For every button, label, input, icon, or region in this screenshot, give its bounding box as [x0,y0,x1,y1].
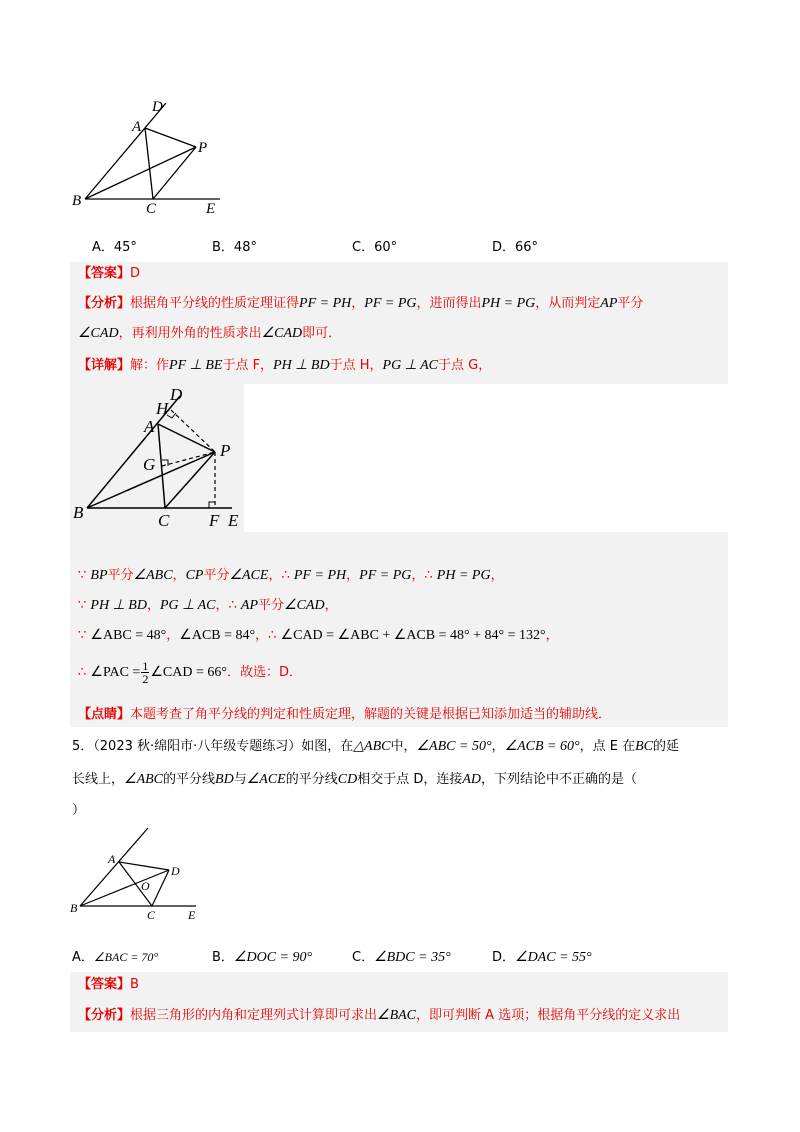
q5-line-1: 5．（2023 秋·绵阳市·八年级专题练习）如图，在△ABC中，∠ABC = 50°，∠ACB = 60°，点 E 在BC的延 [72,739,679,754]
label-b: B [70,901,78,915]
proof-line-1: ∵ BP平分∠ABC，CP平分∠ACE，∴ PF = PH，PF = PG，∴ PH = PG， [78,568,504,583]
option-a[interactable]: A．∠BAC = 70° [72,950,159,965]
q5-line-3: ） [72,803,86,818]
proof-line-3: ∵ ∠ABC = 48°，∠ACB = 84°，∴ ∠CAD = ∠ABC + ∠ACB = 48° + 84° = 132°， [78,628,559,643]
label-e: E [228,511,239,530]
option-d[interactable]: D．66° [492,240,539,255]
label-b: B [72,193,82,209]
q5-line-2: 长线上，∠ABC的平分线BD与∠ACE的平分线CD相交于点 D，连接AD，下列结论中不正确的是（ [72,772,638,787]
label-d: D [152,99,163,115]
option-d[interactable]: D．∠DAC = 55° [492,950,592,965]
figure-q4-detail [70,384,244,532]
figure-q4 [68,95,228,220]
label-p: P [220,441,231,460]
label-a: A [108,852,116,866]
q5-analysis-line: 【分析】根据三角形的内角和定理列式计算即可求出∠BAC，即可判断 A 选项；根据角平分线的定义求出 [78,1008,681,1023]
q5-answer-line: 【答案】B [78,977,139,992]
label-e: E [206,201,216,217]
option-c[interactable]: C．∠BDC = 35° [352,950,451,965]
label-o: O [141,879,150,893]
proof-line-4: ∴ ∠PAC = $\frac{1}{2}$ ∠CAD = 66°．故选：D． [78,659,302,686]
option-b[interactable]: B．∠DOC = 90° [212,950,313,965]
label-g: G [143,455,156,474]
analysis-line-2: ∠CAD，再利用外角的性质求出∠CAD即可． [78,326,342,341]
label-b: B [73,503,84,522]
option-b[interactable]: B．48° [212,240,257,255]
options-q5 [72,946,732,966]
label-c: C [158,511,170,530]
label-c: C [147,908,156,922]
options-q4 [92,236,692,254]
fraction-one-half: $\frac{1}{2}$ [142,659,149,686]
label-a: A [144,417,155,436]
figure-q5 [68,823,208,923]
label-a: A [132,119,142,135]
label-e: E [188,908,196,922]
comment-line: 【点睛】本题考查了角平分线的判定和性质定理，解题的关键是根据已知添加适当的辅助线． [78,707,612,722]
proof-line-2: ∵ PH ⊥ BD，PG ⊥ AC，∴ AP平分∠CAD， [78,598,338,613]
analysis-line-1: 【分析】根据角平分线的性质定理证得PF = PH，PF = PG，进而得出PH = PG，从而判定AP平分 [78,296,644,311]
label-p: P [198,140,208,156]
option-c[interactable]: C．60° [352,240,398,255]
label-d: D [170,385,183,404]
option-a[interactable]: A．45° [92,240,137,255]
label-d: D [171,864,180,878]
label-f: F [209,511,220,530]
answer-line: 【答案】D [78,266,141,281]
detail-line: 【详解】解：作PF ⊥ BE于点 F，PH ⊥ BD于点 H，PG ⊥ AC于点 G， [78,358,492,373]
label-h: H [156,399,169,418]
label-c: C [146,201,157,217]
